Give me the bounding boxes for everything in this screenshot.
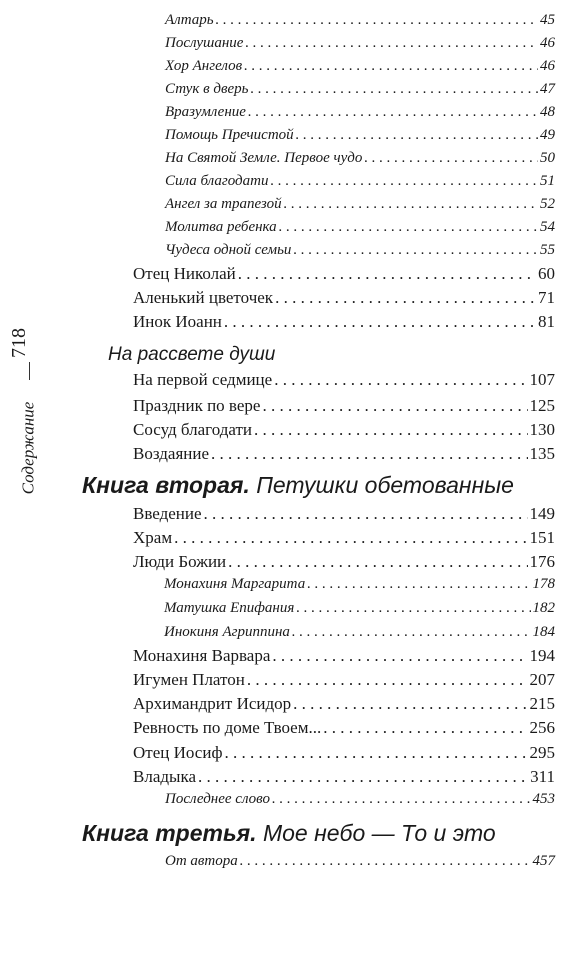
rail-divider: [29, 362, 30, 380]
toc-entry[interactable]: [133, 743, 555, 763]
dot-leader: [174, 528, 527, 548]
dot-leader: [272, 646, 527, 666]
toc-entry[interactable]: [165, 81, 555, 98]
dot-leader: [270, 173, 538, 190]
toc-entry[interactable]: [165, 242, 555, 259]
dot-leader: [275, 288, 536, 308]
toc-entry-page: 71: [538, 288, 555, 307]
toc-entry-page: 453: [532, 791, 555, 807]
toc-entry[interactable]: [133, 312, 555, 332]
dot-leader: [216, 12, 538, 29]
dot-leader: [244, 58, 538, 75]
book-three-prefix: Книга третья.: [82, 820, 257, 846]
toc-entry-page: 55: [540, 242, 555, 258]
toc-entry-page: 311: [530, 767, 555, 786]
toc-entry-label: Аленький цветочек: [133, 288, 274, 307]
toc-entry-label: Монахиня Маргарита: [164, 576, 306, 592]
toc-entry-page: 107: [529, 370, 555, 389]
toc-entry-label: Матушка Епифания: [164, 600, 295, 616]
toc-entry[interactable]: [133, 288, 555, 308]
dot-leader: [240, 853, 531, 870]
toc-entry[interactable]: [164, 600, 555, 617]
toc-entry-label: Воздаяние: [133, 444, 210, 463]
toc-entry-label: Послушание: [165, 35, 244, 51]
toc-entry-page: 149: [529, 504, 555, 523]
toc-entry[interactable]: [165, 853, 555, 870]
toc-entry-page: 51: [540, 173, 555, 189]
dot-leader: [262, 396, 527, 416]
dot-leader: [293, 242, 538, 259]
dot-leader: [204, 504, 528, 524]
toc-entry[interactable]: [133, 718, 555, 738]
toc-entry-page: 60: [538, 264, 555, 283]
toc-entry-page: 45: [540, 12, 555, 28]
toc-entry-label: Архимандрит Исидор: [133, 694, 292, 713]
book-three-title: Мое небо — То и это: [262, 820, 496, 846]
toc-entry-page: 81: [538, 312, 555, 331]
toc-entry[interactable]: [165, 196, 555, 213]
page-number: 718: [8, 328, 30, 358]
toc-entry[interactable]: [133, 420, 555, 440]
toc-entry[interactable]: [165, 219, 555, 236]
toc-entry-label: Чудеса одной семьи: [165, 242, 292, 258]
dot-leader: [296, 600, 530, 617]
toc-entry-label: Ревность по доме Твоем...: [133, 718, 322, 737]
toc-entry-label: Вразумление: [165, 104, 246, 120]
dot-leader: [247, 670, 528, 690]
toc-entry-label: Инокиня Агриппина: [164, 624, 290, 640]
book-two-prefix: Книга вторая.: [82, 472, 250, 498]
toc-entry[interactable]: [133, 396, 555, 416]
toc-entry-label: Отец Николай: [133, 264, 236, 283]
toc-entry-label: Люди Божии: [133, 552, 227, 571]
toc-entry-label: Алтарь: [165, 12, 214, 28]
toc-entry-page: 52: [540, 196, 555, 212]
dot-leader: [211, 444, 527, 464]
toc-entry-label: Владыка: [133, 767, 196, 786]
dot-leader: [228, 552, 527, 572]
toc-entry-label: Игумен Платон: [133, 670, 245, 689]
toc-entry[interactable]: [165, 127, 555, 144]
toc-entry-page: 178: [532, 576, 555, 592]
toc-entry-label: Хор Ангелов: [165, 58, 243, 74]
toc-entry[interactable]: [165, 104, 555, 121]
book-two-title: Петушки обетованные: [256, 472, 514, 498]
toc-entry-page: 151: [529, 528, 555, 547]
toc-entry[interactable]: [165, 150, 555, 167]
toc-entry-label: Отец Иосиф: [133, 743, 223, 762]
toc-entry[interactable]: [164, 576, 555, 593]
toc-entry[interactable]: [133, 264, 555, 284]
toc-entry-label: На Святой Земле. Первое чудо: [165, 150, 363, 166]
dot-leader: [198, 767, 528, 787]
toc-entry-page: 194: [529, 646, 555, 665]
toc-entry[interactable]: [165, 12, 555, 29]
book-three-heading[interactable]: [82, 820, 496, 847]
toc-entry-label: Последнее слово: [165, 791, 270, 807]
toc-entry-page: 49: [540, 127, 555, 143]
dot-leader: [364, 150, 538, 167]
book-two-heading[interactable]: [82, 472, 514, 499]
toc-entry-page: 256: [529, 718, 555, 737]
dot-leader: [279, 219, 538, 236]
toc-entry-page: 184: [532, 624, 555, 640]
toc-entry-label: Стук в дверь: [165, 81, 249, 97]
running-title-text: Содержание: [18, 401, 38, 495]
toc-entry-page: 47: [540, 81, 555, 97]
dot-leader: [248, 104, 538, 121]
toc-entry-page: 48: [540, 104, 555, 120]
toc-entry-page: 176: [529, 552, 555, 571]
toc-entry[interactable]: [133, 670, 555, 690]
toc-entry-label: Сосуд благодати: [133, 420, 253, 439]
dot-leader: [250, 81, 538, 98]
dot-leader: [254, 420, 527, 440]
toc-entry[interactable]: [133, 694, 555, 714]
dot-leader: [274, 370, 527, 390]
toc-entry-label: От автора: [165, 853, 238, 869]
toc-entry-label: На первой седмице: [133, 370, 273, 389]
toc-entry[interactable]: [133, 370, 555, 390]
margin-rail: [8, 318, 48, 518]
toc-entry-label: Молитва ребенка: [165, 219, 277, 235]
dot-leader: [323, 718, 527, 738]
toc-entry-page: 182: [532, 600, 555, 616]
toc-entry[interactable]: [133, 444, 555, 464]
toc-entry-page: 46: [540, 35, 555, 51]
toc-entry[interactable]: [133, 552, 555, 572]
section-heading[interactable]: На рассвете души: [108, 344, 276, 365]
toc-entry-page: 46: [540, 58, 555, 74]
toc-entry[interactable]: [133, 528, 555, 548]
toc-entry-label: Сила благодати: [165, 173, 269, 189]
running-title: [8, 384, 48, 519]
toc-entry-page: 207: [529, 670, 555, 689]
toc-entry-label: Инок Иоанн: [133, 312, 222, 331]
toc-entry[interactable]: [133, 767, 555, 787]
dot-leader: [307, 576, 530, 593]
toc-entry-page: 130: [529, 420, 555, 439]
dot-leader: [293, 694, 527, 714]
toc-entry-page: 295: [529, 743, 555, 762]
toc-entry-page: 50: [540, 150, 555, 166]
toc-entry-page: 135: [529, 444, 555, 463]
toc-entry-label: Ангел за трапезой: [165, 196, 282, 212]
dot-leader: [224, 743, 527, 763]
dot-leader: [292, 624, 531, 641]
toc-entry[interactable]: [165, 58, 555, 75]
toc-entry-label: Помощь Пречистой: [165, 127, 294, 143]
toc-entry[interactable]: [165, 791, 555, 808]
dot-leader: [296, 127, 538, 144]
toc-entry-label: Праздник по вере: [133, 396, 261, 415]
toc-entry-page: 215: [529, 694, 555, 713]
toc-entry[interactable]: [164, 624, 555, 641]
toc-entry-page: 125: [529, 396, 555, 415]
dot-leader: [238, 264, 536, 284]
dot-leader: [272, 791, 531, 808]
toc-entry-label: Монахиня Варвара: [133, 646, 271, 665]
toc-entry-page: 54: [540, 219, 555, 235]
toc-entry[interactable]: [133, 504, 555, 524]
toc-entry[interactable]: [165, 173, 555, 190]
dot-leader: [224, 312, 536, 332]
dot-leader: [284, 196, 538, 213]
toc-entry-page: 457: [532, 853, 555, 869]
toc-entry[interactable]: [133, 646, 555, 666]
toc-entry-label: Храм: [133, 528, 173, 547]
toc-entry-label: Введение: [133, 504, 202, 523]
dot-leader: [245, 35, 538, 52]
toc-entry[interactable]: [165, 35, 555, 52]
